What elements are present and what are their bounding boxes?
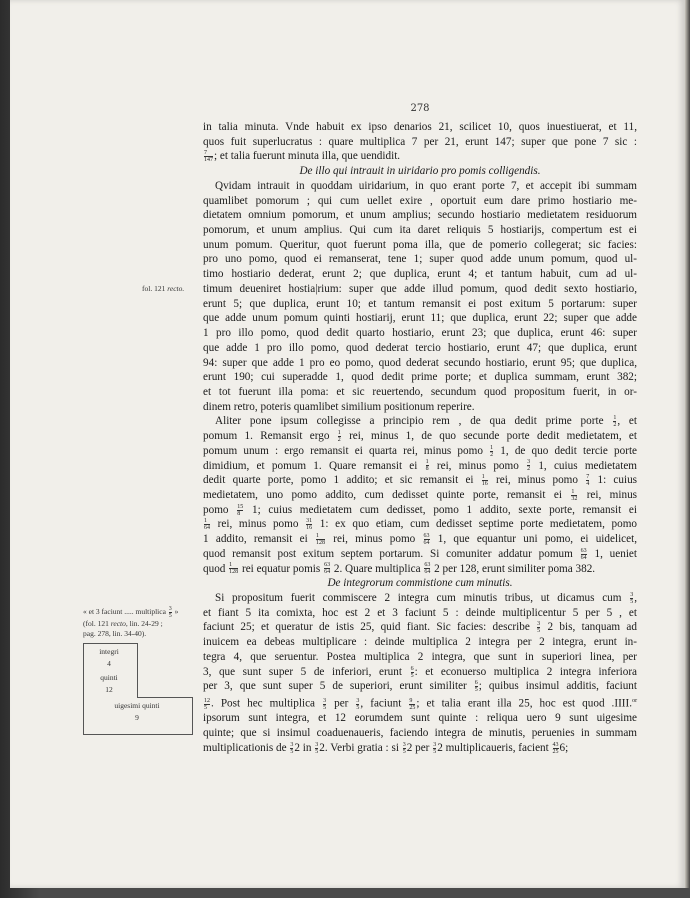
diagram-label-vigesimi-quinti: uigesimi quinti [114, 701, 160, 710]
multiplication-diagram [83, 643, 193, 733]
diagram-value-integri: 4 [107, 659, 111, 668]
margin-note-folio: fol. 121 recto. [142, 284, 185, 293]
diagram-label-quinti: quinti [100, 673, 118, 682]
diagram-value-vigesimi-quinti: 9 [135, 713, 139, 722]
section-heading-uiridario: De illo qui intrauit in uiridario pro pomis colligendis. [299, 165, 541, 178]
section-heading-integrorum: De integrorum commistione cum minutis. [327, 577, 513, 590]
diagram-value-quinti: 12 [105, 685, 113, 694]
diagram-label-integri: integri [99, 647, 119, 656]
margin-note-reference: « et 3 faciunt ..... multiplica $\frac{3}{5}$ » (fol. 121 recto, lin. 24-29 ; pag. 278, lin. 34-40). [83, 606, 179, 638]
page-number: 278 [410, 103, 430, 114]
main-text: in talia minuta. Vnde habuit ex ipso denarios 21, scilicet 10, quos inuestiuerat, et 11, quos fuit superlucratus : quare multiplica 7 per 21, erunt 147; super que pone 7 sic : $\frac{7}{147}$ ; et talia fuerunt minuta illa, que uendidit. De illo qui intrauit in uiridario pro pomis colligendis. Qvidam intrauit in quoddam uiridarium, in quo erant porte 7, et accepit ibi summam quamlibet pomorum ; qui cum uellet exire , oportuit eum dare primo hostiario me- dietatem omnium pomorum, et unum amplius; secundo hostiario medietatem residuorum pomorum, et unum amplius. Qui cum ita daret reliquis 5 hostiarijs, compertum est ei unum pomum. Queritur, quot fuerunt poma illa, que de pomerio collegerat; sic facies: pro uno pomo, quod ei remanserat, tene 1; super quod adde unum pomum, quod ul- timo hostiario dederat, erunt 2; que duplica, erunt 4; et tantum habuit, cum ad ul- timum deueniret hostia|rium: super que adde illud pomum, quod dedit sexto hostiario, erunt 5; que duplica, erunt 10; et tantum remansit ei post exitum 5 portarum: super que adde unum pomum quinti hostiarij, erunt 11; que duplica, erunt 22; super que adde 1 pro illo pomo, quod dedit quarto hostiario, erunt 23; que duplica, erunt 46: super que adde 1 pro illo pomo, quod dederat tercio hostiario, erunt 47; que duplica, erunt 94: super que adde 1 pro eo pomo, quod dederat secundo hostiario, erunt 95; que duplica, erunt 190; cui superadde 1, quod dedit prime porte; et duplica summam, erunt 382; et tot fuerunt illa poma: et sic reuertendo, secundum quod propositum fuerit, in or- dinem retro, poteris quamlibet similium positionum reperire. Aliter pone ipsum collegisse a principio rem , de qua dedit prime porte $\frac{1}{2}$ , et pomum 1. Remansit ergo $\frac{1}{2}$ rei, minus 1, de quo secunde porte dedit medietatem, et pomum unum : ergo remansit ei quarta rei, minus pomo $\frac{1}{2}$ 1, de quo dedit tercie porte dimidium, et pomum 1. Quare remansit ei $\frac{1}{8}$ rei, minus pomo $\frac{3}{2}$ 1, cuius medietatem dedit quarte porte, pomo 1 addito; et sic remansit ei $\frac{1}{16}$ rei, minus pomo $\frac{7}{4}$ 1: cuius medietatem, uno pomo addito, cum dedisset quinte porte, remansit ei $\frac{1}{32}$ rei, minus pomo $\frac{15}{8}$ 1; cuius medietatem cum dedisset, pomo 1 addito, sexte porte, remansit ei $\frac{1}{64}$ rei, minus pomo $\frac{31}{16}$ 1: ex quo etiam, cum dedisset septime porte medietatem, pomo 1 addito, remansit ei $\frac{1}{128}$ rei, minus pomo $\frac{63}{64}$ 1, que equantur uni pomo, ei uidelicet, quod remansit post exitum septem portarum. Si comuniter addatur pomum $\frac{63}{64}$ 1, ueniet quod $\frac{1}{128}$ rei equatur pomis $\frac{63}{64}$ 2. Quare multiplica $\frac{63}{64}$ 2 per 128, erunt similiter poma 382. De integrorum commistione cum minutis. Si propositum fuerit commiscere 2 integra cum minutis tribus, ut dicamus cum $\frac{3}{5}$ , et fiant 5 ita comixta, hoc est 2 et 3 faciunt 5 : deinde multiplicentur 5 per 5 , et faciunt 25; et queratur de istis 25, quid fiant. Sic facies: describe $\frac{3}{5}$ 2 bis, tanquam ad inuicem ea debeas multiplicare : deinde multiplica 2 integra per 2 integra, erunt in- tegra 4, que seruentur. Postea multiplica 2 integra, que sunt in superiori linea, per 3, que sunt super 5 de inferiori, erunt $\frac{6}{5}$ : et econuerso multiplica 2 integra inferiora per 3, que sunt super 5 de superiori, erunt similiter $\frac{6}{5}$ ; quibus insimul additis, faciunt $\frac{12}{5}$ . Post hec multiplica $\frac{3}{5}$ per $\frac{3}{5}$ , faciunt $\frac{9}{25}$ ; et talia erant illa 25, hoc est quod .IIII.$^{or}$ ipsorum sunt integra, et 12 eorumdem sunt quinte : reliqua uero 9 sunt uigesime quinte; que si insimul coaduenaueris, faciendo integra de minutis, peruenies in summam multiplicationis de $\frac{3}{5}$ 2 in $\frac{3}{5}$ 2. Verbi gratia : si $\frac{3}{5}$ 2 per $\frac{3}{5}$ 2 multiplicaueris, facient $\frac{43}{25}$ 6; [203, 121, 638, 755]
